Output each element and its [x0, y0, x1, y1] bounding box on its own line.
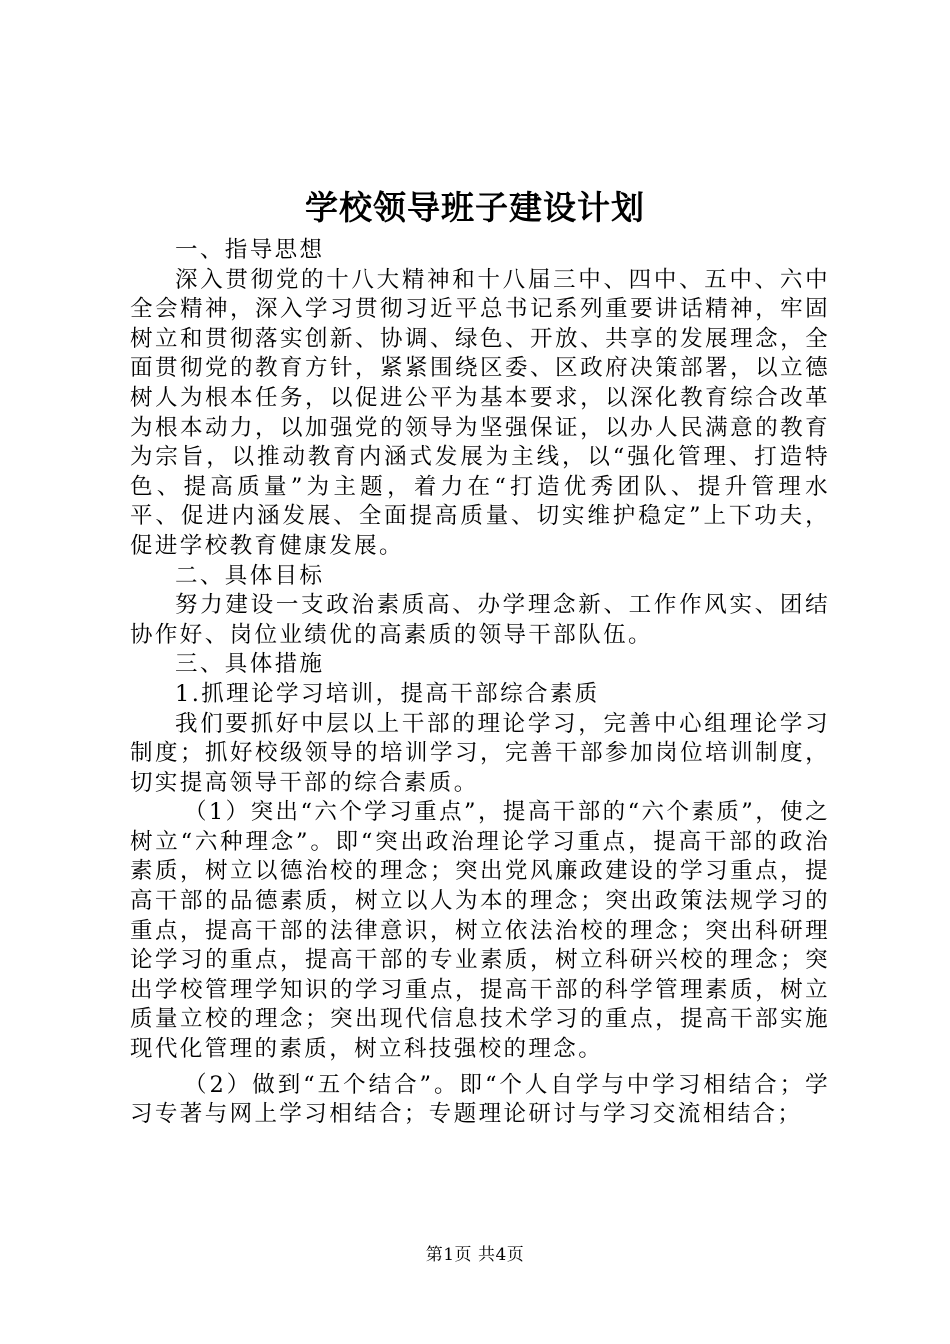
paragraph-guiding-ideology: 深入贯彻党的十八大精神和十八届三中、四中、五中、六中全会精神，深入学习贯彻习近平总书记系列重要讲话精神，牢固树立和贯彻落实创新、协调、绿色、开放、共享的发展理念，全面贯彻党的教育方针，紧紧围绕区委、区政府决策部署，以立德树人为根本任务，以促进公平为基本要求，以深化教育综合改革为根本动力，以加强党的领导为坚强保证，以办人民满意的教育为宗旨，以推动教育内涵式发展为主线，以“强化管理、打造特色、提高质量”为主题，着力在“打造优秀团队、提升管理水平、促进内涵发展、全面提高质量、切实维护稳定”上下功夫，促进学校教育健康发展。 — [130, 266, 830, 559]
document-body — [130, 236, 830, 1130]
paragraph-theory-training: 我们要抓好中层以上干部的理论学习，完善中心组理论学习制度；抓好校级领导的培训学习，完善干部参加岗位培训制度，切实提高领导干部的综合素质。 — [130, 710, 830, 796]
paragraph-five-combinations: （2）做到“五个结合”。即“个人自学与中学习相结合；学习专著与网上学习相结合；专题理论研讨与学习交流相结合； — [130, 1071, 830, 1128]
section-heading-specific-goals: 二、具体目标 — [175, 562, 325, 589]
document-title: 学校领导班子建设计划 — [305, 188, 645, 227]
section-heading-specific-measures: 三、具体措施 — [175, 651, 325, 678]
subheading-theory-training: 1.抓理论学习培训，提高干部综合素质 — [175, 680, 600, 707]
section-heading-guiding-ideology: 一、指导思想 — [175, 237, 325, 263]
paragraph-six-learning-focuses: （1）突出“六个学习重点”，提高干部的“六个素质”，使之树立“六种理念”。即“突出政治理论学习重点，提高干部的政治素质，树立以德治校的理念；突出党风廉政建设的学习重点，提高干部的品德素质，树立以人为本的理念；突出政策法规学习的重点，提高干部的法律意识，树立依法治校的理念；突出科研理论学习的重点，提高干部的专业素质，树立科研兴校的理念；突出学校管理学知识的学习重点，提高干部的科学管理素质，树立质量立校的理念；突出现代信息技术学习的重点，提高干部实施现代化管理的素质，树立科技强校的理念。 — [130, 799, 830, 1063]
page-number: 第1页 共4页 — [425, 1245, 525, 1265]
paragraph-specific-goals: 努力建设一支政治素质高、办学理念新、工作作风实、团结协作好、岗位业绩优的高素质的领导干部队伍。 — [130, 592, 830, 648]
